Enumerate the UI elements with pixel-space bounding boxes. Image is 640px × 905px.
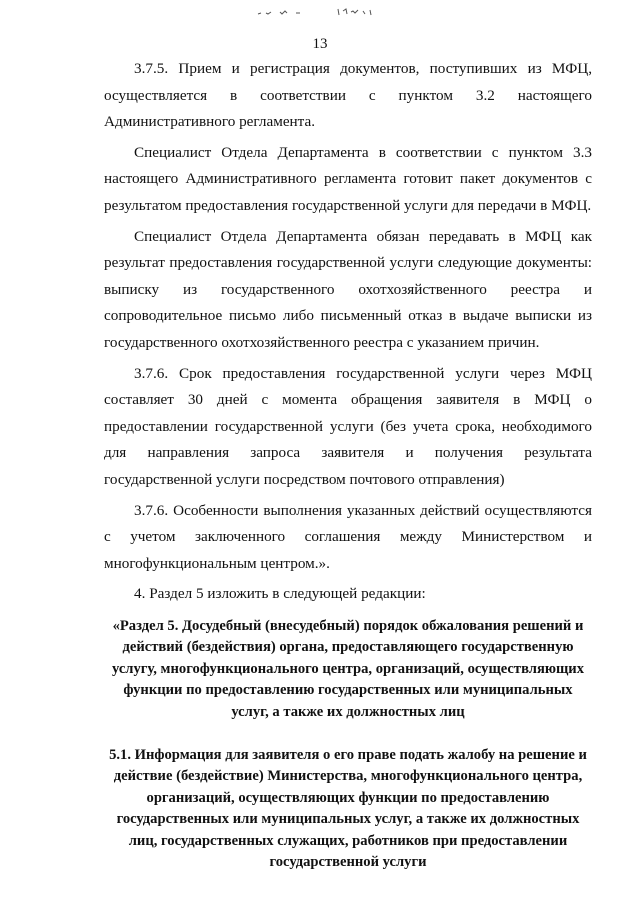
subsection-5-1-heading: 5.1. Информация для заявителя о его праве подать жалобу на решение и действие (бездействие) Министерства, многофункционального центра, организаций, осуществляющих функции по предоставлению государственных или муниципальных услуг, а также их должностных лиц, государственных служащих, работников при предоставлении государственной услуги [109, 746, 587, 870]
section-5-heading: «Раздел 5. Досудебный (внесудебный) порядок обжалования решений и действий (бездействия) органа, предоставляющего государственную услугу, многофункционального центра, организаций, осуществляющих функции по предоставлению государственных или муниципальных услуг, а также их должностных лиц [111, 617, 585, 720]
paragraph-3-7-6-features: 3.7.6. Особенности выполнения указанных действий осуществляются с учетом заключенного соглашения между Министерством и многофункциональным центром.». [104, 501, 592, 572]
paragraph-specialist-documents: Специалист Отдела Департамента обязан передавать в МФЦ как результат предоставления государственной услуги следующие документы: выписку из государственного охотхозяйственного реестра и сопроводительное письмо либо письменный отказ в выдаче выписки из государственного охотхозяйственного реестра с указанием причин. [104, 227, 592, 351]
paragraph-specialist-package: Специалист Отдела Департамента в соответствии с пунктом 3.3 настоящего Административного регламента готовит пакет документов с результатом предоставления государственной услуги для передачи в МФЦ. [104, 143, 592, 214]
paragraph-section-5-amendment: 4. Раздел 5 изложить в следующей редакции: [134, 585, 426, 603]
scan-artifact-marks [250, 6, 400, 20]
page-number: 13 [312, 36, 328, 52]
paragraph-3-7-5: 3.7.5. Прием и регистрация документов, поступивших из МФЦ, осуществляется в соответствии с пунктом 3.2 настоящего Административного регламента. [104, 60, 592, 131]
document-body [104, 56, 592, 873]
paragraph-3-7-6-term: 3.7.6. Срок предоставления государственной услуги через МФЦ составляет 30 дней с момента обращения заявителя в МФЦ о предоставлении государственной услуги (без учета срока, необходимого для направления запроса заявителя и получения результата государственной услуги посредством почтового отправления) [104, 364, 592, 488]
